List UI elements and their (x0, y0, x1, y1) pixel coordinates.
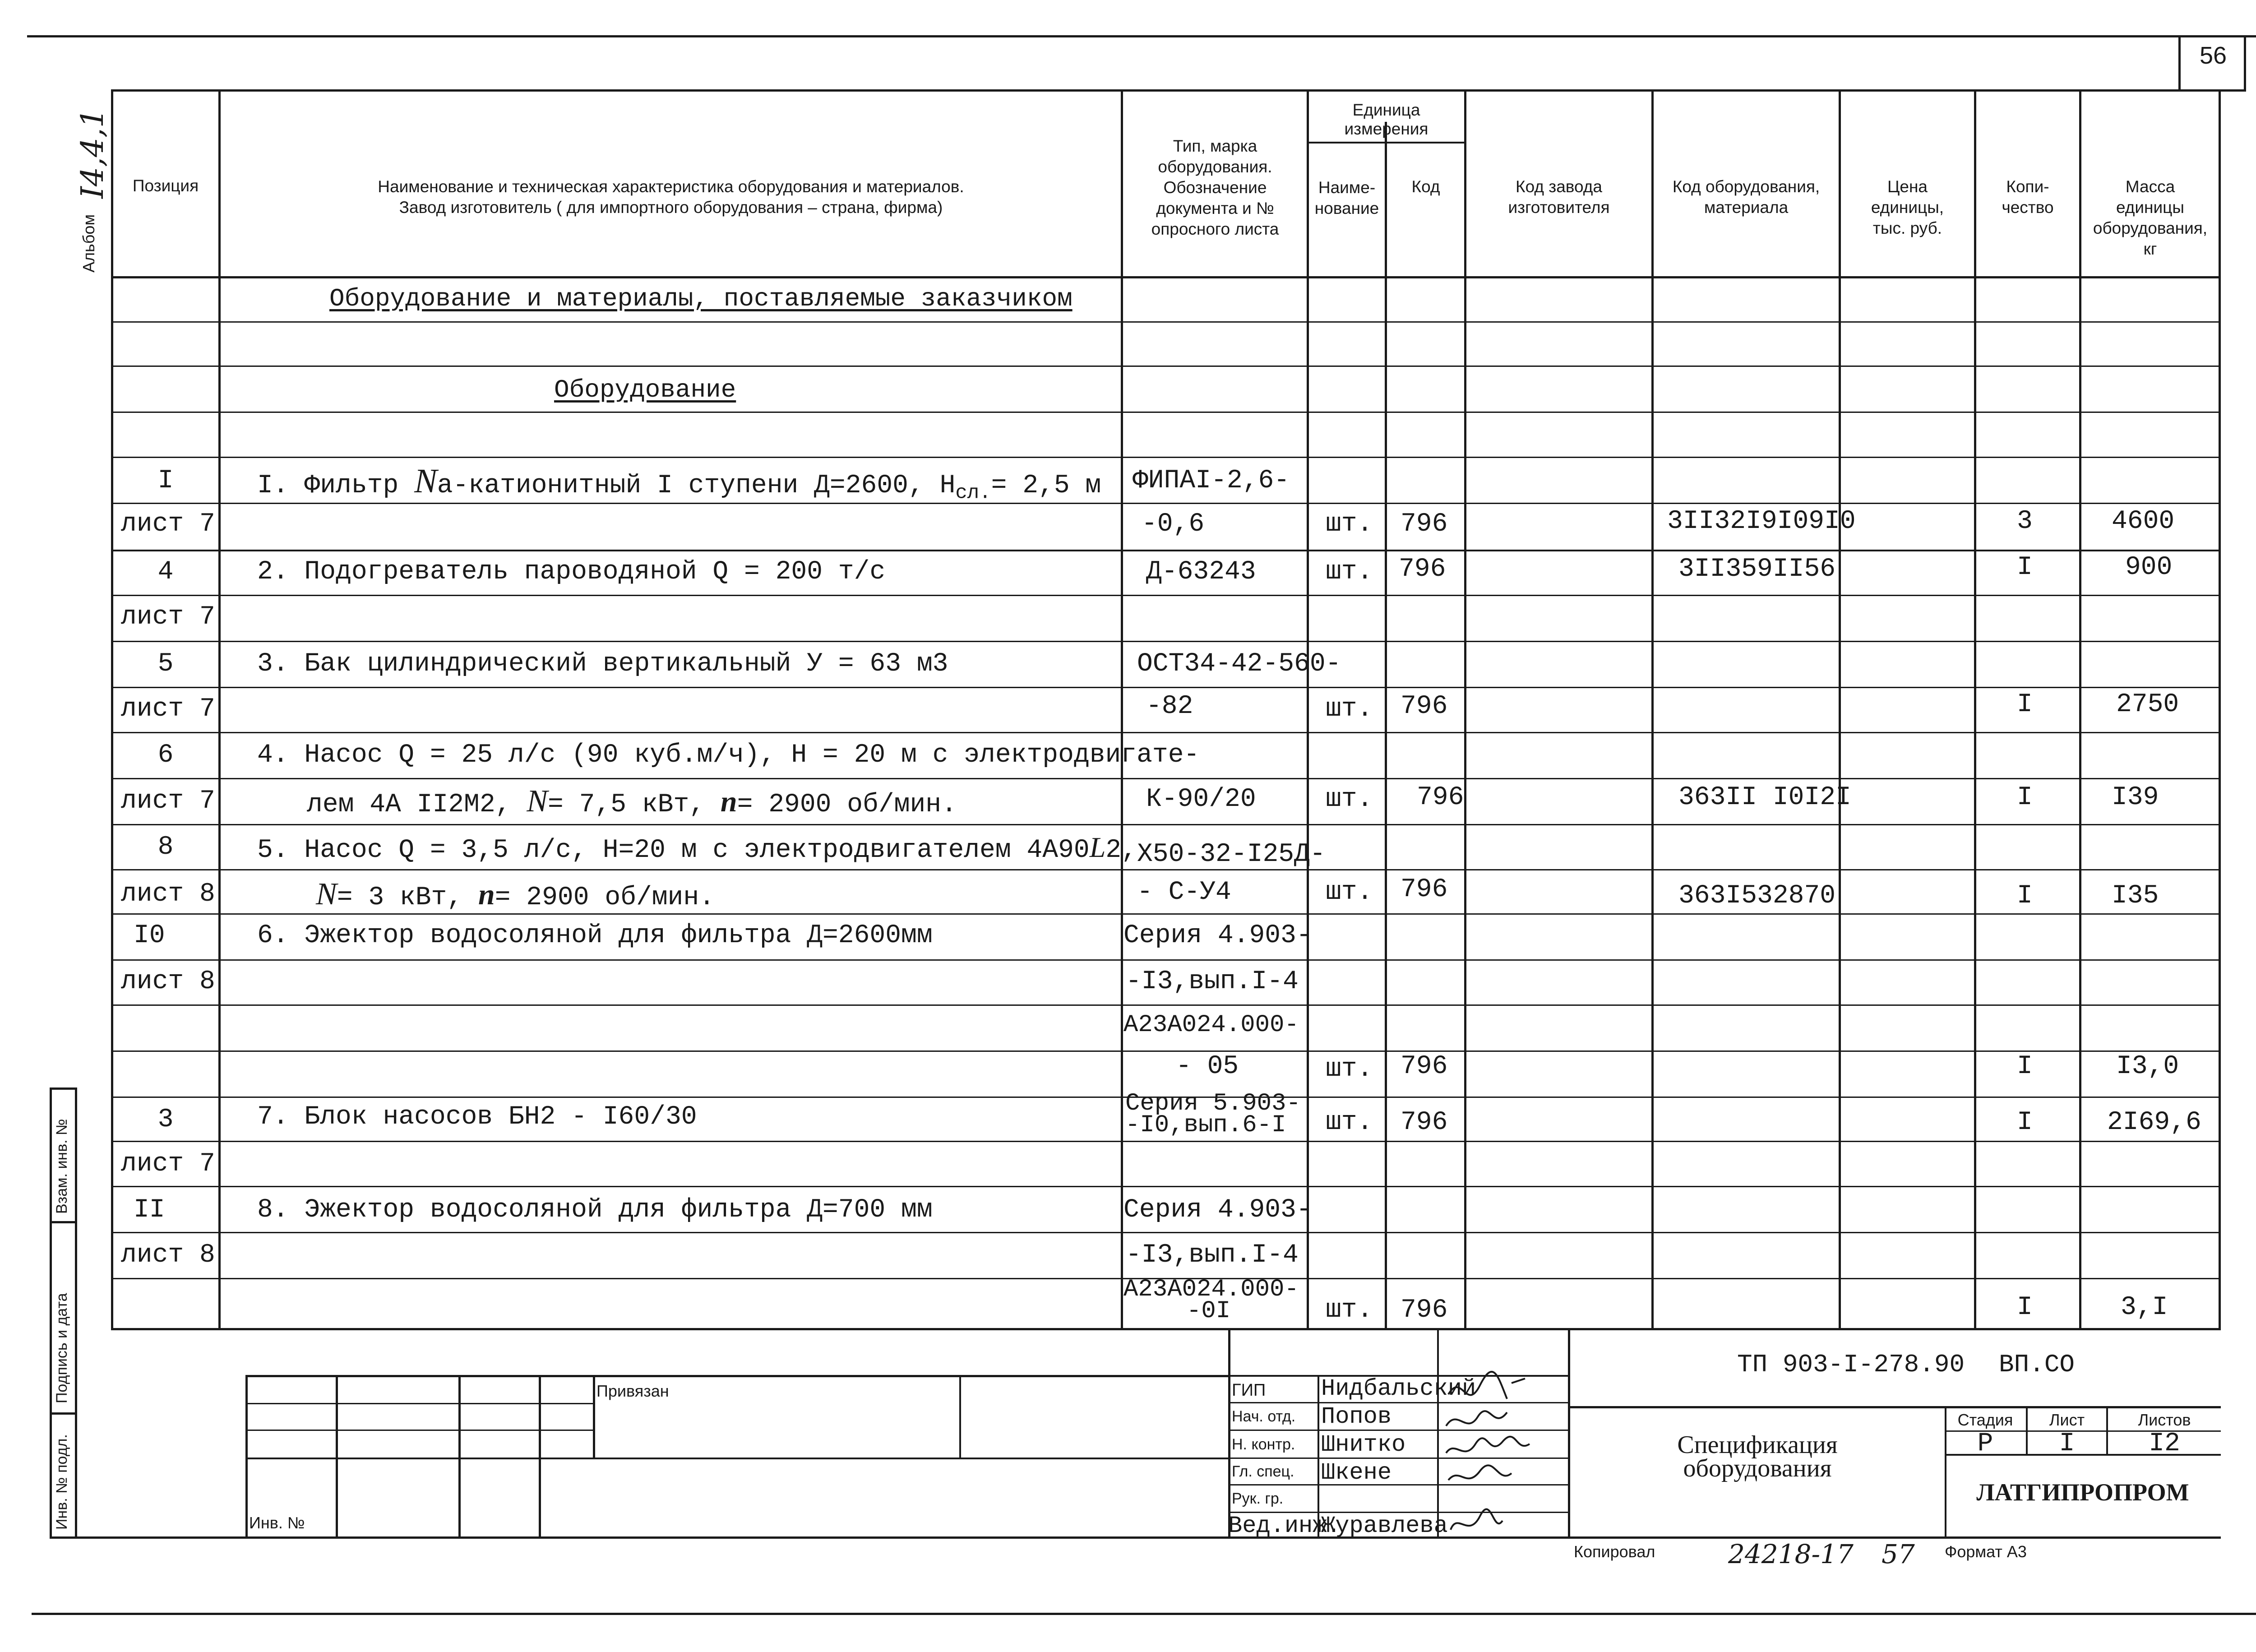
row-type: А23А024.000- (1123, 1011, 1299, 1039)
header-type-2: оборудования. (1158, 157, 1272, 176)
row-position: лист 7 (121, 694, 215, 724)
row-qty: I (2017, 881, 2033, 911)
row-qty: I (2017, 1052, 2033, 1081)
row-type: Серия 4.903- (1123, 921, 1312, 950)
row-mass: 2750 (2116, 690, 2179, 719)
row-name: 6. Эжектор водосоляной для фильтра Д=2600мм (257, 921, 933, 950)
row-code: 796 (1401, 509, 1448, 539)
row-position: 3 (157, 1105, 174, 1134)
header-plant-code-1: Код завода (1516, 177, 1602, 196)
signatures-image (1439, 1358, 1570, 1539)
row-name: 7. Блок насосов БН2 - I60/30 (257, 1102, 697, 1132)
name-norm-control: Шнитко (1321, 1431, 1406, 1458)
header-mass-3: оборудования, (2093, 219, 2208, 237)
header-type-4: документа и № (1156, 199, 1274, 217)
subsection-title: Оборудование (554, 375, 736, 404)
role-head-dept: Нач. отд. (1232, 1408, 1296, 1425)
row-position: лист 8 (121, 967, 215, 996)
header-mass-4: кг (2143, 240, 2157, 258)
row-qty: 3 (2017, 507, 2033, 536)
row-mass: I35 (2112, 881, 2159, 911)
page-number: 56 (2199, 42, 2227, 69)
row-position: 5 (157, 649, 174, 679)
row-position: 8 (157, 833, 174, 862)
doc-code: ТП 903-I-278.90 (1737, 1350, 1965, 1379)
row-position: лист 7 (121, 787, 215, 816)
row-position: лист 8 (121, 1240, 215, 1270)
role-norm-control: Н. контр. (1232, 1436, 1295, 1453)
header-price-1: Цена (1887, 177, 1928, 196)
row-type: -0,6 (1142, 509, 1205, 539)
stamp-signature-date: Подпись и дата (53, 1293, 70, 1403)
header-unit-code: Код (1411, 177, 1440, 196)
inv-label: Инв. № (249, 1513, 305, 1532)
row-mass: I39 (2112, 783, 2159, 812)
row-type: К-90/20 (1146, 785, 1256, 814)
row-code: 796 (1401, 1296, 1448, 1325)
row-code: 796 (1401, 875, 1448, 904)
header-unit-group-1: Единица (1352, 101, 1420, 119)
row-type: ОСТ34-42-560- (1137, 649, 1341, 679)
L-symbol: L (1089, 831, 1106, 863)
header-unit-name-2: нование (1314, 199, 1379, 217)
header-price-3: тыс. руб. (1872, 219, 1942, 237)
doc-title-line1: Спецификация (1677, 1431, 1838, 1459)
row-position: лист 7 (121, 509, 215, 539)
header-qty-1: Копи- (2006, 177, 2049, 196)
header-type-1: Тип, марка (1173, 137, 1257, 155)
header-equip-code-2: материала (1704, 198, 1789, 217)
role-chief-spec: Гл. спец. (1232, 1463, 1294, 1480)
copy-page: 57 (1882, 1539, 1915, 1569)
row-type-line2: -0I (1187, 1297, 1231, 1325)
row-unit: шт. (1326, 509, 1373, 539)
row-name: 8. Эжектор водосоляной для фильтра Д=700 мм (257, 1195, 933, 1225)
header-name-line1: Наименование и техническая характеристика оборудования и материалов. (378, 177, 964, 196)
N-symbol: N (527, 784, 548, 819)
row-qty: I (2017, 1293, 2033, 1322)
row-equip-code: 363I532870 (1678, 881, 1836, 911)
header-unit-group-2: измерения (1344, 120, 1428, 138)
row-unit: шт. (1326, 1055, 1373, 1084)
role-lead-eng: Вед.инж. (1228, 1513, 1341, 1539)
row-qty: I (2017, 553, 2033, 582)
sheet-label: Лист (2049, 1411, 2085, 1429)
row-name: 3. Бак цилиндрический вертикальный У = 63 м3 (257, 649, 948, 679)
n-symbol: n (720, 785, 737, 818)
row-code: 796 (1417, 783, 1464, 812)
row-position: 4 (157, 557, 174, 587)
header-plant-code-2: изготовителя (1508, 198, 1610, 217)
row-code: 796 (1399, 555, 1446, 584)
row-code: 796 (1401, 692, 1448, 721)
row-type: Х50-32-I25Д- (1137, 840, 1326, 869)
copied-label: Копировал (1574, 1542, 1655, 1561)
row-name: 4. Насос Q = 25 л/с (90 куб.м/ч), Н = 20 м с электродвигате- (257, 740, 1200, 770)
stage-label: Стадия (1957, 1411, 2013, 1429)
row-position: лист 7 (121, 602, 215, 632)
row-qty: I (2017, 690, 2033, 719)
row-code: 796 (1401, 1052, 1448, 1081)
row-unit: шт. (1326, 878, 1373, 907)
privyazan-label: Привязан (596, 1382, 669, 1400)
row-type: А23А024.000- (1123, 1276, 1299, 1303)
role-gip: ГИП (1232, 1381, 1266, 1400)
row-equip-code: 3II32I9I09I0 (1667, 507, 1856, 536)
row-name: 2. Подогреватель пароводяной Q = 200 т/с (257, 557, 886, 587)
row-equip-code: 363II I0I2I (1678, 783, 1851, 812)
row-unit: шт. (1326, 557, 1373, 587)
row-type: Серия 4.903- (1123, 1195, 1312, 1225)
doc-suffix: ВП.СО (1999, 1350, 2075, 1379)
format-label: Формат А3 (1945, 1542, 2027, 1561)
row-name: I. Фильтр Nа-катионитный I ступени Д=2600, $Н_{сл.}= 2,5$ м (257, 462, 1101, 504)
header-name-line2: Завод изготовитель ( для импортного оборудования – страна, фирма) (399, 198, 943, 217)
header-mass-1: Масса (2125, 177, 2175, 196)
row-type: Д-63243 (1146, 557, 1256, 587)
row-mass: 4600 (2112, 507, 2175, 536)
row-mass: 3,I (2121, 1293, 2168, 1322)
row-type-line2: -I0,вып.6-I (1125, 1111, 1286, 1139)
N-symbol: N (316, 877, 337, 912)
header-unit-name-1: Наиме- (1318, 178, 1376, 197)
sheets-value: I2 (2149, 1429, 2180, 1458)
row-position: I (157, 466, 174, 495)
sheet-value: I (2059, 1429, 2075, 1458)
header-type-5: опросного листа (1151, 220, 1279, 238)
name-gip: Нидбальский (1321, 1375, 1476, 1402)
n-symbol: n (478, 878, 495, 911)
doc-title-line2: оборудования (1683, 1454, 1832, 1482)
row-type: -I3,вып.I-4 (1126, 1240, 1299, 1270)
row-code: 796 (1401, 1108, 1448, 1137)
org-name: ЛАТГИПРОПРОМ (1976, 1479, 2189, 1506)
row-type: ФИПАI-2,6- (1133, 466, 1290, 495)
header-type-3: Обозначение (1163, 178, 1267, 197)
row-mass: 900 (2125, 553, 2173, 582)
name-lead-eng: Журавлева (1321, 1513, 1448, 1539)
album-label: Альбом (79, 214, 98, 273)
row-mass: I3,0 (2116, 1052, 2179, 1081)
stage-value: Р (1977, 1429, 1993, 1458)
row-qty: I (2017, 1108, 2033, 1137)
copy-number: 24218-17 (1728, 1539, 1854, 1569)
row-name: 5. Насос Q = 3,5 л/с, Н=20 м с электродвигателем 4А90L2, (257, 831, 1137, 865)
row-qty: I (2017, 783, 2033, 812)
N-symbol: N (414, 462, 437, 500)
header-mass-2: единицы (2116, 198, 2184, 217)
name-chief-spec: Шкене (1321, 1459, 1392, 1486)
stamp-inv-orig: Инв. № подл. (53, 1434, 70, 1530)
row-name: N= 3 кВт, n= 2900 об/мин. (316, 877, 715, 912)
row-unit: шт. (1326, 694, 1373, 724)
row-equip-code: 3II359II56 (1678, 555, 1836, 584)
row-name: лем 4А II2М2, N= 7,5 кВт, n= 2900 об/мин. (307, 784, 957, 819)
row-unit: шт. (1326, 785, 1373, 814)
row-position: лист 7 (121, 1149, 215, 1179)
row-type: -I3,вып.I-4 (1126, 967, 1299, 996)
row-type: - 05 (1176, 1052, 1239, 1081)
row-position: 6 (157, 740, 174, 770)
row-type: Серия 5.903- (1125, 1090, 1301, 1117)
header-position: Позиция (132, 176, 199, 195)
row-position: I0 (134, 921, 165, 950)
row-mass: 2I69,6 (2107, 1108, 2201, 1137)
role-group-head: Рук. гр. (1232, 1490, 1284, 1507)
row-position: лист 8 (121, 879, 215, 909)
row-position: II (134, 1195, 165, 1225)
name-head-dept: Попов (1321, 1403, 1392, 1430)
row-unit: шт. (1326, 1296, 1373, 1325)
stamp-replaced-inv: Взам. инв. № (53, 1119, 70, 1214)
row-unit: шт. (1326, 1108, 1373, 1137)
section-title: Оборудование и материалы, поставляемые заказчиком (329, 284, 1073, 313)
header-price-2: единицы, (1871, 198, 1944, 217)
row-type: -82 (1146, 692, 1193, 721)
row-type: - С-У4 (1137, 878, 1231, 907)
header-equip-code-1: Код оборудования, (1672, 177, 1820, 196)
sheets-label: Листов (2138, 1411, 2191, 1429)
album-number: I4,4,1 (75, 108, 111, 199)
header-qty-2: чество (2002, 198, 2054, 217)
